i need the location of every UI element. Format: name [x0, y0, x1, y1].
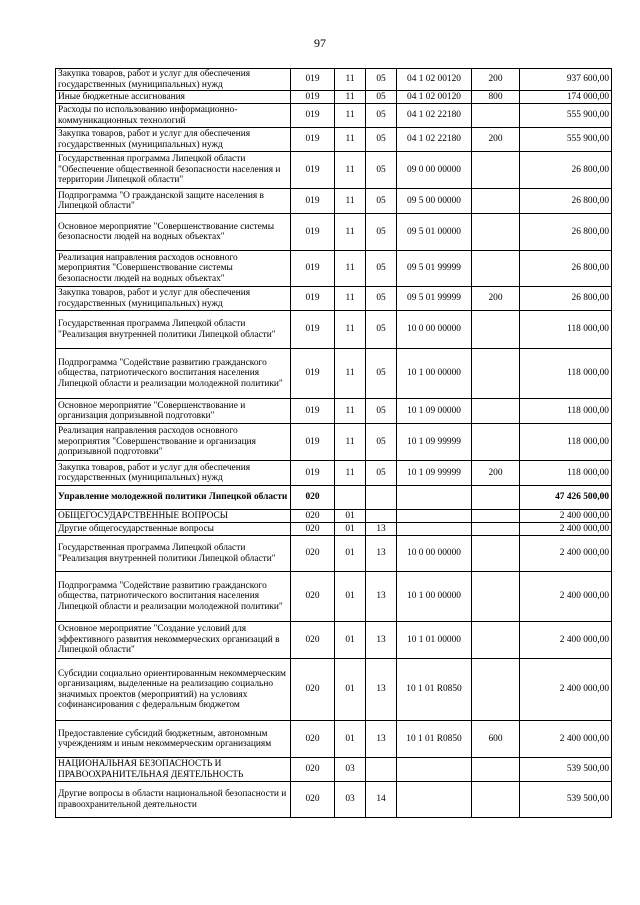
- row-section-cell: 11: [335, 461, 366, 486]
- table-row: [56, 782, 612, 818]
- row-expense-type-cell: [472, 659, 520, 721]
- table-row: [56, 572, 612, 622]
- row-section-cell: 11: [335, 128, 366, 152]
- row-subsection-cell: 05: [366, 69, 397, 91]
- row-grbs-cell: 019: [291, 287, 335, 311]
- row-name-cell: Государственная программа Липецкой области "Реализация внутренней политики Липецкой области": [56, 536, 291, 572]
- row-name-cell: Субсидии социально ориентированным некоммерческим организациям, выделенные на реализацию социально значимых проектов (мероприятий) на условиях софинансирования с федеральным бюджетом: [56, 659, 291, 721]
- row-name-cell: Подпрограмма "Содействие развитию гражданского общества, патриотического воспитания населения Липецкой области и реализации молодежной политики": [56, 349, 291, 399]
- row-expense-type-cell: 200: [472, 128, 520, 152]
- row-amount-cell: 2 400 000,00: [520, 523, 612, 536]
- row-subsection-cell: 13: [366, 721, 397, 758]
- row-grbs-cell: 019: [291, 424, 335, 461]
- row-name-cell: Расходы по использованию информационно-коммуникационных технологий: [56, 104, 291, 128]
- row-target-item-cell: 04 1 02 22180: [397, 128, 472, 152]
- row-amount-cell: 26 800,00: [520, 287, 612, 311]
- row-expense-type-cell: [472, 622, 520, 659]
- row-grbs-cell: 020: [291, 486, 335, 510]
- row-target-item-cell: [397, 486, 472, 510]
- row-grbs-cell: 020: [291, 523, 335, 536]
- row-expense-type-cell: [472, 399, 520, 424]
- row-target-item-cell: 10 0 00 00000: [397, 311, 472, 349]
- row-amount-cell: 118 000,00: [520, 424, 612, 461]
- row-subsection-cell: 05: [366, 349, 397, 399]
- row-target-item-cell: [397, 758, 472, 782]
- row-target-item-cell: 04 1 02 22180: [397, 104, 472, 128]
- row-target-item-cell: 09 0 00 00000: [397, 152, 472, 189]
- row-target-item-cell: 10 1 09 99999: [397, 424, 472, 461]
- row-name-cell: Основное мероприятие "Создание условий для эффективного развития некоммерческих организаций в Липецкой области": [56, 622, 291, 659]
- row-section-cell: 11: [335, 399, 366, 424]
- row-name-cell: Другие общегосударственные вопросы: [56, 523, 291, 536]
- row-name-cell: Закупка товаров, работ и услуг для обеспечения государственных (муниципальных) нужд: [56, 287, 291, 311]
- row-section-cell: 01: [335, 510, 366, 523]
- row-amount-cell: 2 400 000,00: [520, 659, 612, 721]
- row-expense-type-cell: [472, 104, 520, 128]
- row-amount-cell: 539 500,00: [520, 758, 612, 782]
- page-number: 97: [314, 36, 326, 50]
- row-name-cell: Реализация направления расходов основного мероприятия "Совершенствование системы безопасности людей на водных объектах": [56, 251, 291, 287]
- row-section-cell: [335, 486, 366, 510]
- row-section-cell: 11: [335, 251, 366, 287]
- row-subsection-cell: 05: [366, 128, 397, 152]
- row-expense-type-cell: [472, 349, 520, 399]
- row-amount-cell: 26 800,00: [520, 251, 612, 287]
- row-name-cell: Основное мероприятие "Совершенствование и организация допризывной подготовки": [56, 399, 291, 424]
- table-row: [56, 349, 612, 399]
- row-name-cell: Иные бюджетные ассигнования: [56, 91, 291, 104]
- row-name-cell: Другие вопросы в области национальной безопасности и правоохранительной деятельности: [56, 782, 291, 818]
- row-grbs-cell: 020: [291, 721, 335, 758]
- row-name-cell: Управление молодежной политики Липецкой области: [56, 486, 291, 510]
- table-row: [56, 721, 612, 758]
- table-row: [56, 424, 612, 461]
- row-grbs-cell: 019: [291, 349, 335, 399]
- row-amount-cell: 555 900,00: [520, 104, 612, 128]
- table-row: [56, 128, 612, 152]
- row-name-cell: Закупка товаров, работ и услуг для обеспечения государственных (муниципальных) нужд: [56, 128, 291, 152]
- row-expense-type-cell: [472, 424, 520, 461]
- row-name-cell: Основное мероприятие "Совершенствование системы безопасности людей на водных объектах": [56, 214, 291, 251]
- row-target-item-cell: 10 1 00 00000: [397, 572, 472, 622]
- row-expense-type-cell: [472, 572, 520, 622]
- row-name-cell: ОБЩЕГОСУДАРСТВЕННЫЕ ВОПРОСЫ: [56, 510, 291, 523]
- row-target-item-cell: [397, 782, 472, 818]
- table-row: [56, 152, 612, 189]
- row-grbs-cell: 019: [291, 128, 335, 152]
- row-section-cell: 11: [335, 424, 366, 461]
- row-expense-type-cell: [472, 510, 520, 523]
- row-section-cell: 11: [335, 311, 366, 349]
- row-target-item-cell: [397, 510, 472, 523]
- row-subsection-cell: 05: [366, 91, 397, 104]
- row-target-item-cell: 09 5 01 00000: [397, 214, 472, 251]
- row-name-cell: Подпрограмма "Содействие развитию гражданского общества, патриотического воспитания населения Липецкой области и реализации молодежной политики": [56, 572, 291, 622]
- row-subsection-cell: 13: [366, 536, 397, 572]
- row-section-cell: 03: [335, 758, 366, 782]
- row-subsection-cell: [366, 758, 397, 782]
- row-section-cell: 01: [335, 572, 366, 622]
- row-amount-cell: 118 000,00: [520, 461, 612, 486]
- row-name-cell: Реализация направления расходов основного мероприятия "Совершенствование и организация допризывной подготовки": [56, 424, 291, 461]
- row-grbs-cell: 020: [291, 782, 335, 818]
- row-grbs-cell: 020: [291, 572, 335, 622]
- table-row: [56, 399, 612, 424]
- row-amount-cell: 118 000,00: [520, 349, 612, 399]
- row-expense-type-cell: [472, 523, 520, 536]
- row-subsection-cell: 05: [366, 461, 397, 486]
- row-section-cell: 11: [335, 69, 366, 91]
- row-amount-cell: 26 800,00: [520, 189, 612, 214]
- row-section-cell: 11: [335, 287, 366, 311]
- table-row: [56, 758, 612, 782]
- row-expense-type-cell: [472, 782, 520, 818]
- row-grbs-cell: 019: [291, 251, 335, 287]
- row-expense-type-cell: 800: [472, 91, 520, 104]
- row-expense-type-cell: 600: [472, 721, 520, 758]
- row-amount-cell: 2 400 000,00: [520, 536, 612, 572]
- row-name-cell: НАЦИОНАЛЬНАЯ БЕЗОПАСНОСТЬ И ПРАВООХРАНИТЕЛЬНАЯ ДЕЯТЕЛЬНОСТЬ: [56, 758, 291, 782]
- row-expense-type-cell: [472, 311, 520, 349]
- row-section-cell: 01: [335, 622, 366, 659]
- row-grbs-cell: 020: [291, 758, 335, 782]
- row-expense-type-cell: [472, 189, 520, 214]
- row-amount-cell: 937 600,00: [520, 69, 612, 91]
- row-expense-type-cell: [472, 758, 520, 782]
- row-subsection-cell: 13: [366, 523, 397, 536]
- row-section-cell: 11: [335, 91, 366, 104]
- row-target-item-cell: 10 1 01 R0850: [397, 659, 472, 721]
- table-row: [56, 510, 612, 523]
- row-target-item-cell: 04 1 02 00120: [397, 69, 472, 91]
- row-target-item-cell: 09 5 01 99999: [397, 287, 472, 311]
- row-expense-type-cell: [472, 536, 520, 572]
- row-amount-cell: 555 900,00: [520, 128, 612, 152]
- table-row: [56, 622, 612, 659]
- table-row: [56, 287, 612, 311]
- row-section-cell: 11: [335, 349, 366, 399]
- table-row: [56, 251, 612, 287]
- table-row: [56, 659, 612, 721]
- row-section-cell: 01: [335, 536, 366, 572]
- row-target-item-cell: [397, 523, 472, 536]
- row-grbs-cell: 020: [291, 622, 335, 659]
- row-subsection-cell: 05: [366, 424, 397, 461]
- row-expense-type-cell: [472, 152, 520, 189]
- row-subsection-cell: 05: [366, 287, 397, 311]
- table-row: [56, 214, 612, 251]
- row-subsection-cell: 05: [366, 214, 397, 251]
- row-amount-cell: 47 426 500,00: [520, 486, 612, 510]
- row-subsection-cell: [366, 510, 397, 523]
- table-row: [56, 523, 612, 536]
- row-name-cell: Предоставление субсидий бюджетным, автономным учреждениям и иным некоммерческим организациям: [56, 721, 291, 758]
- row-amount-cell: 118 000,00: [520, 311, 612, 349]
- row-subsection-cell: 13: [366, 572, 397, 622]
- row-section-cell: 01: [335, 659, 366, 721]
- row-section-cell: 11: [335, 152, 366, 189]
- table-row: [56, 461, 612, 486]
- row-expense-type-cell: [472, 214, 520, 251]
- row-expense-type-cell: [472, 486, 520, 510]
- row-grbs-cell: 020: [291, 659, 335, 721]
- row-grbs-cell: 019: [291, 214, 335, 251]
- row-target-item-cell: 10 0 00 00000: [397, 536, 472, 572]
- row-section-cell: 01: [335, 523, 366, 536]
- table-body: [56, 69, 612, 818]
- row-target-item-cell: 10 1 01 00000: [397, 622, 472, 659]
- table-row: [56, 311, 612, 349]
- row-grbs-cell: 019: [291, 189, 335, 214]
- row-subsection-cell: 13: [366, 622, 397, 659]
- row-amount-cell: 26 800,00: [520, 152, 612, 189]
- row-amount-cell: 118 000,00: [520, 399, 612, 424]
- row-grbs-cell: 019: [291, 461, 335, 486]
- row-subsection-cell: 05: [366, 152, 397, 189]
- row-grbs-cell: 019: [291, 152, 335, 189]
- table-row: [56, 486, 612, 510]
- row-target-item-cell: 09 5 01 99999: [397, 251, 472, 287]
- row-subsection-cell: [366, 486, 397, 510]
- row-subsection-cell: 05: [366, 104, 397, 128]
- row-amount-cell: 2 400 000,00: [520, 510, 612, 523]
- table-row: [56, 104, 612, 128]
- row-amount-cell: 174 000,00: [520, 91, 612, 104]
- row-amount-cell: 2 400 000,00: [520, 721, 612, 758]
- row-section-cell: 03: [335, 782, 366, 818]
- row-expense-type-cell: 200: [472, 69, 520, 91]
- row-name-cell: Закупка товаров, работ и услуг для обеспечения государственных (муниципальных) нужд: [56, 461, 291, 486]
- row-grbs-cell: 019: [291, 69, 335, 91]
- row-target-item-cell: 10 1 00 00000: [397, 349, 472, 399]
- row-section-cell: 01: [335, 721, 366, 758]
- row-expense-type-cell: [472, 251, 520, 287]
- row-subsection-cell: 13: [366, 659, 397, 721]
- row-subsection-cell: 14: [366, 782, 397, 818]
- table-row: [56, 91, 612, 104]
- table-row: [56, 69, 612, 91]
- row-subsection-cell: 05: [366, 311, 397, 349]
- row-grbs-cell: 019: [291, 399, 335, 424]
- row-amount-cell: 2 400 000,00: [520, 572, 612, 622]
- row-grbs-cell: 019: [291, 311, 335, 349]
- row-grbs-cell: 020: [291, 536, 335, 572]
- row-target-item-cell: 10 1 01 R0850: [397, 721, 472, 758]
- row-subsection-cell: 05: [366, 399, 397, 424]
- row-grbs-cell: 019: [291, 91, 335, 104]
- row-subsection-cell: 05: [366, 251, 397, 287]
- row-name-cell: Подпрограмма "О гражданской защите населения в Липецкой области": [56, 189, 291, 214]
- row-subsection-cell: 05: [366, 189, 397, 214]
- row-target-item-cell: 04 1 02 00120: [397, 91, 472, 104]
- row-name-cell: Закупка товаров, работ и услуг для обеспечения государственных (муниципальных) нужд: [56, 69, 291, 91]
- table-row: [56, 189, 612, 214]
- row-expense-type-cell: 200: [472, 287, 520, 311]
- budget-table: [55, 68, 612, 818]
- row-target-item-cell: 10 1 09 00000: [397, 399, 472, 424]
- row-amount-cell: 26 800,00: [520, 214, 612, 251]
- row-grbs-cell: 020: [291, 510, 335, 523]
- row-name-cell: Государственная программа Липецкой области "Обеспечение общественной безопасности населения и территории Липецкой области": [56, 152, 291, 189]
- row-name-cell: Государственная программа Липецкой области "Реализация внутренней политики Липецкой области": [56, 311, 291, 349]
- row-target-item-cell: 10 1 09 99999: [397, 461, 472, 486]
- row-amount-cell: 2 400 000,00: [520, 622, 612, 659]
- row-section-cell: 11: [335, 189, 366, 214]
- row-section-cell: 11: [335, 104, 366, 128]
- row-expense-type-cell: 200: [472, 461, 520, 486]
- row-amount-cell: 539 500,00: [520, 782, 612, 818]
- row-target-item-cell: 09 5 00 00000: [397, 189, 472, 214]
- table-row: [56, 536, 612, 572]
- row-section-cell: 11: [335, 214, 366, 251]
- row-grbs-cell: 019: [291, 104, 335, 128]
